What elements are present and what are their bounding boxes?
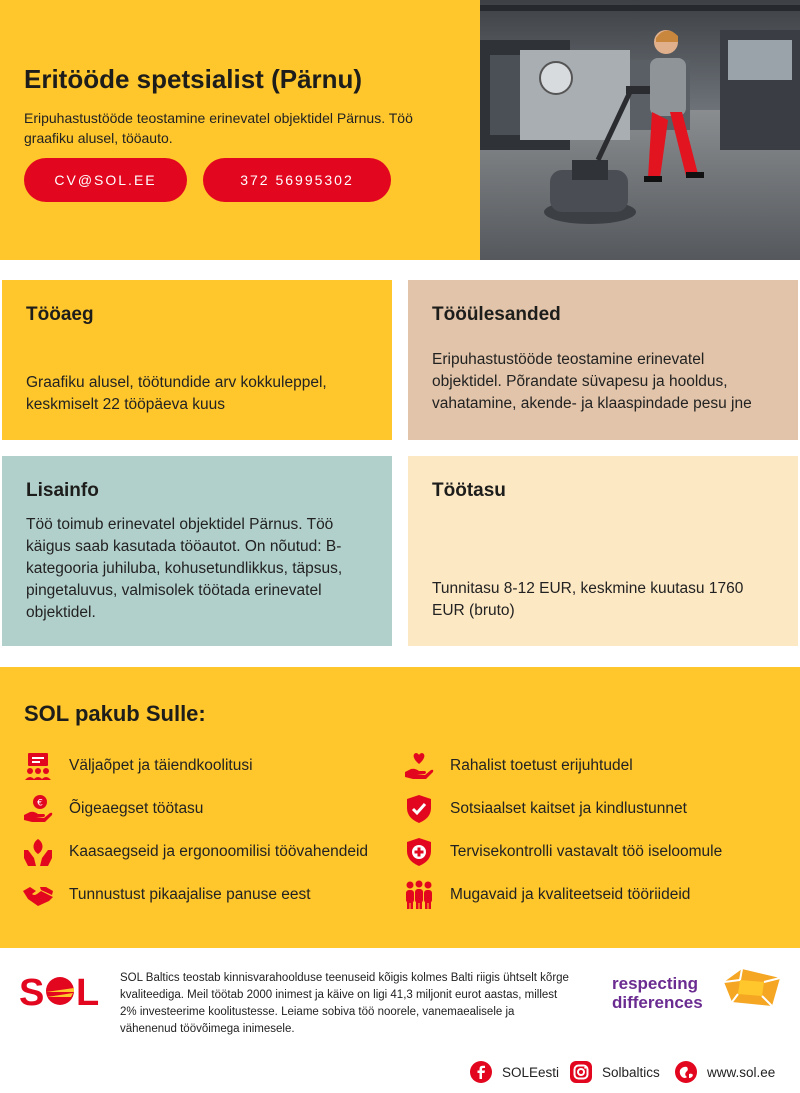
svg-text:L: L: [76, 972, 100, 1012]
globe-icon: [675, 1061, 697, 1083]
benefit-label: Mugavaid ja kvaliteetseid tööriideid: [450, 886, 691, 903]
benefit-item: [22, 879, 311, 911]
cleaning-worker-photo: [480, 0, 800, 260]
benefit-label: Sotsiaalset kaitset ja kindlustunnet: [450, 800, 687, 817]
benefits-section: [0, 667, 800, 948]
salary-title: Töötasu: [432, 480, 506, 501]
instagram-label: Solbaltics: [602, 1064, 660, 1080]
svg-text:S: S: [19, 972, 44, 1012]
extra-info-text: Töö toimub erinevatel objektidel Pärnus. Töö käigus saab kasutada tööautot. On nõutud: B-kategooria juhiluba, kohusetundlikkus, täpsus, pingetaluvus, valmisolek töötada erinevatel objektidel.: [26, 516, 343, 621]
heart-hand-icon: [403, 750, 435, 782]
company-about: SOL Baltics teostab kinnisvarahoolduse teenuseid kõigis kolmes Balti riigis ühtselt kõrge kvaliteediga. Meil töötab 2000 inimest ja käive on ligi 41,3 miljonit eurot aastas, millest 2% investeerime koolitustesse. Leiame sobiva töö noorele, vanemaealisele ja vähenenud töövõimega inimesele.: [120, 972, 569, 1035]
extra-info-title: Lisainfo: [26, 480, 99, 501]
people-icon: [403, 879, 435, 911]
benefit-item: [22, 793, 203, 825]
respecting-differences-slogan: [612, 974, 703, 1012]
benefit-label: Rahalist toetust erijuhtudel: [450, 757, 633, 774]
training-icon: [22, 750, 54, 782]
hero-section: [0, 0, 800, 260]
benefit-label: Kaasaegseid ja ergonoomilisi töövahendeid: [69, 843, 369, 860]
work-time-text: Graafiku alusel, töötundide arv kokkuleppel, keskmiselt 22 tööpäeva kuus: [26, 374, 327, 413]
benefit-item: [403, 793, 687, 825]
email-button[interactable]: CV@SOL.EE: [24, 158, 187, 202]
extra-info-card: [2, 456, 392, 646]
tasks-card: [408, 280, 798, 440]
benefit-label: Väljaõpet ja täiendkoolitusi: [69, 757, 253, 774]
respecting-differences-logo-icon: [722, 966, 782, 1010]
benefit-item: [22, 750, 253, 782]
tasks-title: Tööülesanded: [432, 304, 561, 325]
hero-photo: [480, 0, 800, 260]
salary-text: Tunnitasu 8-12 EUR, keskmine kuutasu 1760 EUR (bruto): [432, 580, 744, 619]
work-time-title: Tööaeg: [26, 304, 94, 325]
job-summary: Eripuhastustööde teostamine erinevatel objektidel Pärnus. Töö graafiku alusel, tööauto.: [24, 110, 413, 146]
benefit-label: Tunnustust pikaajalise panuse eest: [69, 886, 311, 903]
facebook-link[interactable]: [470, 1060, 559, 1084]
benefits-title: SOL pakub Sulle:: [24, 701, 206, 726]
salary-card: [408, 456, 798, 646]
website-label: www.sol.ee: [707, 1064, 776, 1080]
benefit-item: [403, 750, 633, 782]
svg-text:€: €: [37, 798, 43, 809]
facebook-icon: [470, 1061, 492, 1083]
plant-hands-icon: [22, 836, 54, 868]
sol-logo: [18, 968, 104, 1012]
shield-plus-icon: [403, 836, 435, 868]
phone-button[interactable]: 372 56995302: [203, 158, 391, 202]
facebook-label: SOLEesti: [502, 1064, 560, 1080]
benefit-item: [403, 879, 690, 911]
instagram-icon: [570, 1061, 592, 1083]
benefit-label: Õigeaegset töötasu: [69, 800, 204, 817]
job-title: Eritööde spetsialist (Pärnu): [24, 64, 363, 94]
work-time-card: [2, 280, 392, 440]
shield-check-icon: [403, 793, 435, 825]
benefit-item: [403, 836, 722, 868]
slogan-line: respecting: [612, 974, 698, 993]
benefit-item: [22, 836, 368, 868]
slogan-line: differences: [612, 993, 703, 1012]
instagram-link[interactable]: [570, 1060, 660, 1084]
benefit-label: Tervisekontrolli vastavalt töö iseloomule: [450, 843, 723, 860]
website-link[interactable]: [675, 1060, 775, 1084]
euro-hand-icon: [22, 793, 54, 825]
handshake-icon: [22, 879, 54, 911]
tasks-text: Eripuhastustööde teostamine erinevatel objektidel. Põrandate süvapesu ja hooldus, vahatamine, akende- ja klaaspindade pesu jne: [432, 351, 752, 412]
